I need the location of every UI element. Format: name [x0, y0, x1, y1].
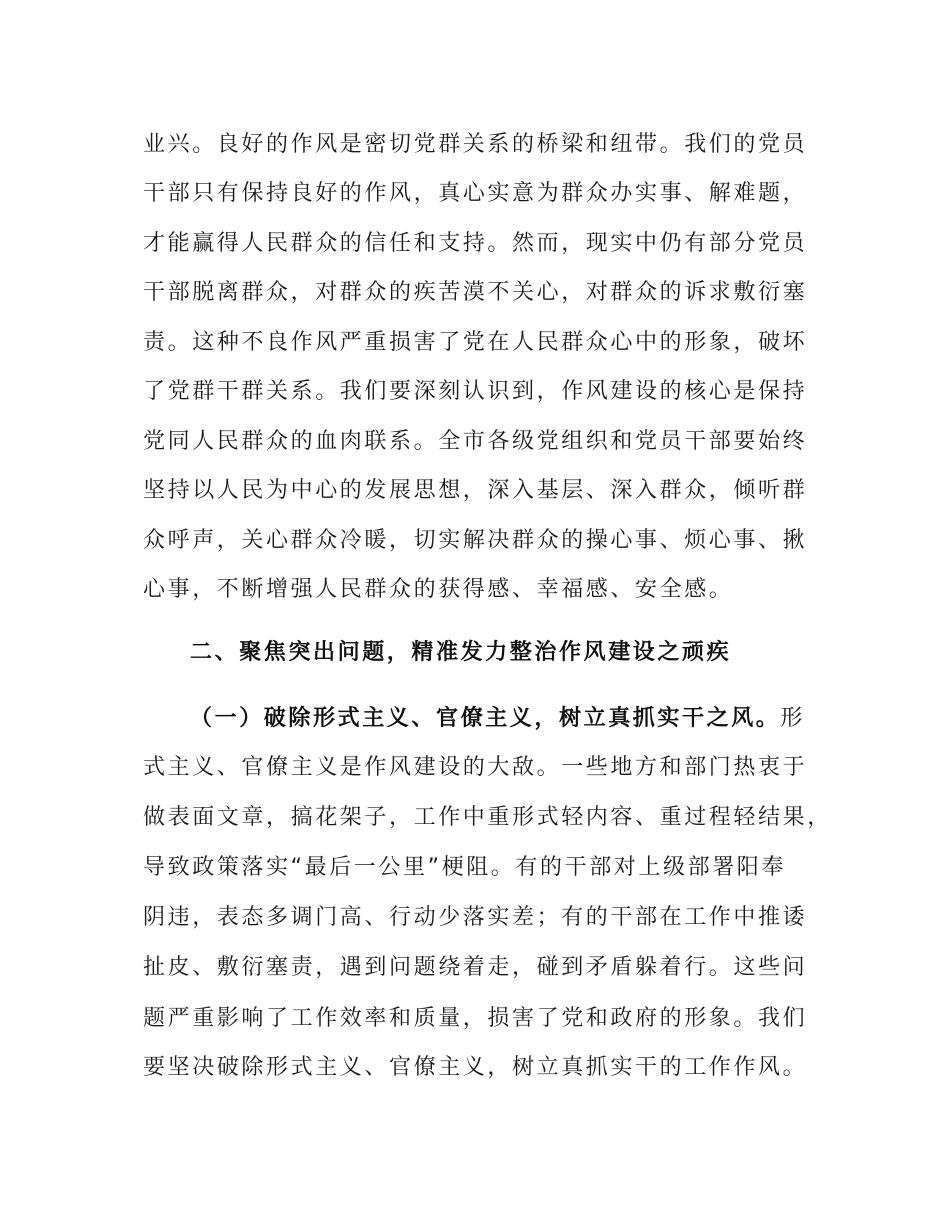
- paragraph-line: 业兴。良好的作风是密切党群关系的桥梁和纽带。我们的党员: [143, 132, 808, 157]
- paragraph-line: 心事，不断增强人民群众的获得感、幸福感、安全感。: [143, 577, 734, 602]
- subsection-first-line: [190, 704, 805, 734]
- paragraph-line: 做表面文章，搞花架子，工作中重形式轻内容、重过程轻结果，: [143, 805, 832, 830]
- paragraph-line: 阴违，表态多调门高、行动少落实差；有的干部在工作中推诿: [143, 905, 808, 930]
- paragraph-line: 责。这种不良作风严重损害了党在人民群众心中的形象，破坏: [143, 330, 808, 355]
- paragraph-line: 题严重影响了工作效率和质量，损害了党和政府的形象。我们: [143, 1006, 808, 1031]
- paragraph-line: 要坚决破除形式主义、官僚主义，树立真抓实干的工作作风。: [143, 1055, 808, 1080]
- subsection-text-start: 形: [780, 706, 806, 731]
- paragraph-line: 干部脱离群众，对群众的疾苦漠不关心，对群众的诉求敷衍塞: [143, 280, 808, 305]
- paragraph-line: 才能赢得人民群众的信任和支持。然而，现实中仍有部分党员: [143, 231, 808, 256]
- paragraph-line: 众呼声，关心群众冷暖，切实解决群众的操心事、烦心事、揪: [143, 528, 808, 553]
- paragraph-line: 式主义、官僚主义是作风建设的大敌。一些地方和部门热衷于: [143, 755, 808, 780]
- paragraph-line: 扯皮、敷衍塞责，遇到问题绕着走，碰到矛盾躲着行。这些问: [143, 955, 808, 980]
- paragraph-line: 党同人民群众的血肉联系。全市各级党组织和党员干部要始终: [143, 429, 808, 454]
- paragraph-line: 干部只有保持良好的作风，真心实意为群众办实事、解难题，: [143, 181, 808, 206]
- paragraph-line: 导致政策落实“最后一公里”梗阻。有的干部对上级部署阳奉: [143, 855, 786, 880]
- paragraph-line: 了党群干群关系。我们要深刻认识到，作风建设的核心是保持: [143, 379, 808, 404]
- paragraph-line: 坚持以人民为中心的发展思想，深入基层、深入群众，倾听群: [143, 478, 808, 503]
- section-heading: 二、聚焦突出问题，精准发力整治作风建设之顽疾: [190, 640, 732, 665]
- subsection-title: （一）破除形式主义、官僚主义，树立真抓实干之风。: [190, 706, 781, 731]
